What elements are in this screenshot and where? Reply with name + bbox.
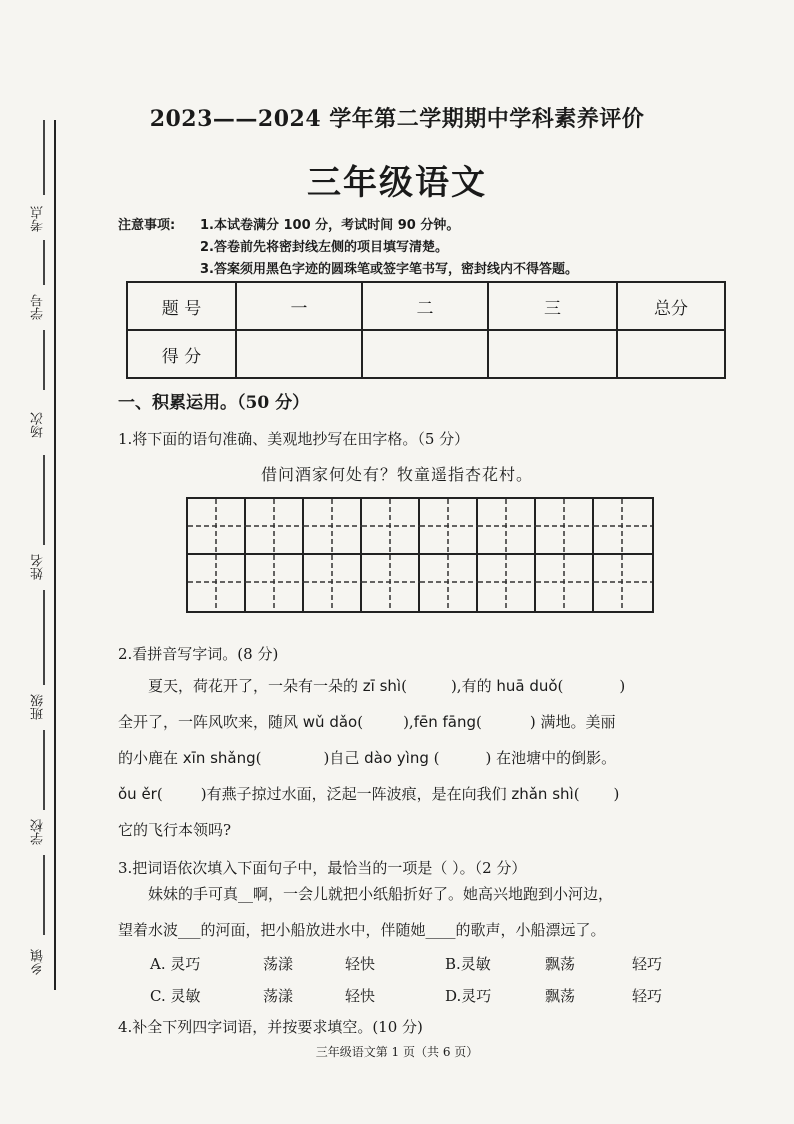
option-word: 轻快	[345, 987, 376, 1005]
instruction-item: 1.本试卷满分 100 分，考试时间 90 分钟。	[200, 218, 460, 233]
page-footer: 三年级语文第 1 页（共 6 页）	[315, 1045, 479, 1059]
question-2: 2.看拼音写字词。(8 分)	[118, 645, 279, 663]
paren-open: (	[476, 713, 482, 731]
question-4: 4.补全下列四字词语，并按要求填空。(10 分)	[118, 1018, 423, 1036]
paren-open: (	[357, 713, 364, 731]
blank-line	[43, 330, 45, 390]
pinyin-line	[118, 740, 718, 776]
label-school: 学校	[31, 819, 46, 845]
label-township: 乡镇	[31, 949, 46, 975]
score-header: 二	[362, 282, 488, 330]
tianzige-cell[interactable]	[304, 499, 362, 555]
tianzige-grid[interactable]	[186, 497, 654, 613]
score-header: 总分	[617, 282, 725, 330]
option-word: 轻巧	[632, 955, 663, 973]
tianzige-cell[interactable]	[188, 499, 246, 555]
text-span: 夏天，荷花开了，一朵有一朵的	[148, 677, 359, 695]
exam-title: 2023——2024 学年第二学期期中学科素养评价	[149, 106, 645, 132]
question-3: 3.把词语依次填入下面句子中，最恰当的一项是（ ）。（2 分）	[118, 859, 527, 877]
label-student-id: 学号	[31, 294, 46, 320]
score-header: 三	[488, 282, 617, 330]
tianzige-cell[interactable]	[478, 555, 536, 611]
tianzige-cell[interactable]	[188, 555, 246, 611]
text-span: ),有的	[450, 677, 492, 695]
tianzige-cell[interactable]	[246, 555, 304, 611]
score-cell[interactable]	[362, 330, 488, 378]
text-span: )自己	[323, 749, 360, 767]
paren-open: (	[401, 677, 407, 695]
q3-paragraph: 望着水波___的河面，把小船放进水中，伴随她____的歌声，小船漂远了。	[118, 921, 606, 939]
option-a[interactable]: A. 灵巧	[150, 955, 201, 973]
q3-paragraph: 妹妹的手可真__啊，一会儿就把小纸船折好了。她高兴地跑到小河边，	[148, 885, 614, 903]
score-row-label: 得 分	[127, 330, 236, 378]
blank-line	[43, 855, 45, 935]
pinyin-line	[118, 776, 718, 812]
pinyin: xīn shǎng	[178, 749, 256, 767]
pinyin: fēn fāng	[413, 713, 476, 731]
pinyin: zī shì	[358, 677, 402, 695]
text-span: 它的飞行本领吗?	[118, 821, 232, 839]
tianzige-cell[interactable]	[420, 499, 478, 555]
paren-open: (	[433, 749, 440, 767]
score-cell[interactable]	[617, 330, 725, 378]
tianzige-cell[interactable]	[478, 499, 536, 555]
option-word: 轻巧	[632, 987, 663, 1005]
label-exam-site: 考点	[31, 206, 46, 232]
text-span: )	[613, 785, 620, 803]
text-span: 全开了，一阵风吹来，随风	[118, 713, 299, 731]
tianzige-cell[interactable]	[536, 499, 594, 555]
score-cell[interactable]	[488, 330, 617, 378]
instructions-label: 注意事项:	[118, 218, 176, 233]
option-word: 飘荡	[545, 987, 576, 1005]
paren-open: (	[255, 749, 262, 767]
copy-sentence: 借问酒家何处有？牧童遥指杏花村。	[260, 465, 533, 484]
question-1: 1.将下面的语句准确、美观地抄写在田字格。（5 分）	[118, 430, 470, 448]
option-word: 轻快	[345, 955, 376, 973]
option-b[interactable]: B.灵敏	[445, 955, 491, 973]
option-c[interactable]: C. 灵敏	[150, 987, 201, 1005]
tianzige-cell[interactable]	[594, 555, 652, 611]
score-table	[126, 281, 726, 379]
score-cell[interactable]	[236, 330, 362, 378]
pinyin-line	[118, 668, 718, 704]
text-span: )有燕子掠过水面，泛起一阵波痕，是在向我们	[200, 785, 507, 803]
instructions	[118, 215, 578, 281]
pinyin: wǔ dǎo	[298, 713, 358, 731]
text-span: 的小鹿在	[118, 749, 179, 767]
paren-open: (	[156, 785, 163, 803]
paren-open: (	[573, 785, 580, 803]
label-name: 姓名	[31, 554, 46, 580]
text-span: ) 满地。美丽	[529, 713, 616, 731]
option-word: 荡漾	[263, 987, 294, 1005]
option-row	[150, 985, 662, 1006]
tianzige-cell[interactable]	[362, 499, 420, 555]
pinyin: ǒu ěr	[118, 785, 157, 803]
text-span: ) 在池塘中的倒影。	[485, 749, 617, 767]
pinyin-line	[118, 812, 718, 848]
text-span: )	[619, 677, 626, 695]
score-header: 一	[236, 282, 362, 330]
blank-line	[43, 730, 45, 810]
option-word: 荡漾	[263, 955, 294, 973]
score-header: 题 号	[127, 282, 236, 330]
option-word: 飘荡	[545, 955, 576, 973]
blank-line	[43, 240, 45, 285]
tianzige-cell[interactable]	[594, 499, 652, 555]
option-d[interactable]: D.灵巧	[445, 987, 492, 1005]
paren-open: (	[557, 677, 564, 695]
pinyin-line	[118, 704, 718, 740]
option-row	[150, 953, 662, 974]
subject-title: 三年级语文	[307, 163, 487, 203]
tianzige-cell[interactable]	[420, 555, 478, 611]
tianzige-cell[interactable]	[304, 555, 362, 611]
label-session: 场次	[31, 412, 46, 438]
instruction-item: 3.答案须用黑色字迹的圆珠笔或签字笔书写，密封线内不得答题。	[200, 262, 578, 277]
label-class: 班级	[31, 694, 46, 720]
text-span: ),	[403, 713, 414, 731]
pinyin: dào yìng	[359, 749, 434, 767]
pinyin: zhǎn shì	[506, 785, 574, 803]
tianzige-cell[interactable]	[536, 555, 594, 611]
section-heading: 一、积累运用。（50 分）	[118, 393, 310, 413]
blank-line	[43, 590, 45, 685]
tianzige-cell[interactable]	[362, 555, 420, 611]
tianzige-cell[interactable]	[246, 499, 304, 555]
pinyin: huā duǒ	[491, 677, 558, 695]
instruction-item: 2.答卷前先将密封线左侧的项目填写清楚。	[200, 240, 448, 255]
seal-line	[54, 120, 56, 990]
